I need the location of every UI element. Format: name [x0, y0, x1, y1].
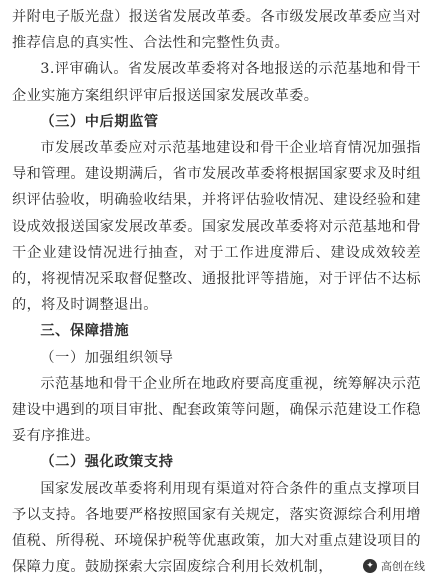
- heading-organization-leadership: （一）加强组织领导: [40, 349, 174, 366]
- paragraph-submission: 并附电子版光盘）报送省发展改革委。各市级发展改革委应当对推荐信息的真实性、合法性和完整性负责。: [12, 9, 421, 52]
- paragraph-review-confirmation: 3.评审确认。省发展改革委将对各地报送的示范基地和骨干企业实施方案组织评审后报送国家发展改革委。: [12, 61, 421, 104]
- watermark-text: 高创在线: [381, 560, 425, 573]
- heading-safeguard-measures: 三、保障措施: [40, 323, 130, 340]
- heading-policy-support: （二）强化政策支持: [40, 454, 174, 471]
- paragraph-policy-support: 国家发展改革委将利用现有渠道对符合条件的重点支撑项目予以支持。各地要严格按照国家有关规定，落实资源综合利用增值税、所得税、环境保护税等优惠政策，加大对重点建设项目的保障力度。鼓励探索大宗固废综合利用长效机制，: [12, 480, 421, 576]
- wechat-account-icon: ✦: [363, 559, 377, 573]
- paragraph-supervision: 市发展改革委应对示范基地建设和骨干企业培育情况加强指导和管理。建设期满后，省市发展改革委将根据国家要求及时组织评估验收，明确验收结果，并将评估验收情况、建设经验和建设成效报送国家发展改革委。国家发展改革委将对示范基地和骨干企业建设情况进行抽查，对于工作进度滞后、建设成效较差的，将视情况采取督促整改、通报批评等措施，对于评估不达标的，将及时调整退出。: [12, 140, 421, 314]
- watermark: [361, 557, 429, 575]
- paragraph-organization: 示范基地和骨干企业所在地政府要高度重视，统筹解决示范建设中遇到的项目审批、配套政策等问题，确保示范建设工作稳妥有序推进。: [12, 375, 421, 445]
- heading-mid-late-supervision: （三）中后期监管: [40, 113, 159, 130]
